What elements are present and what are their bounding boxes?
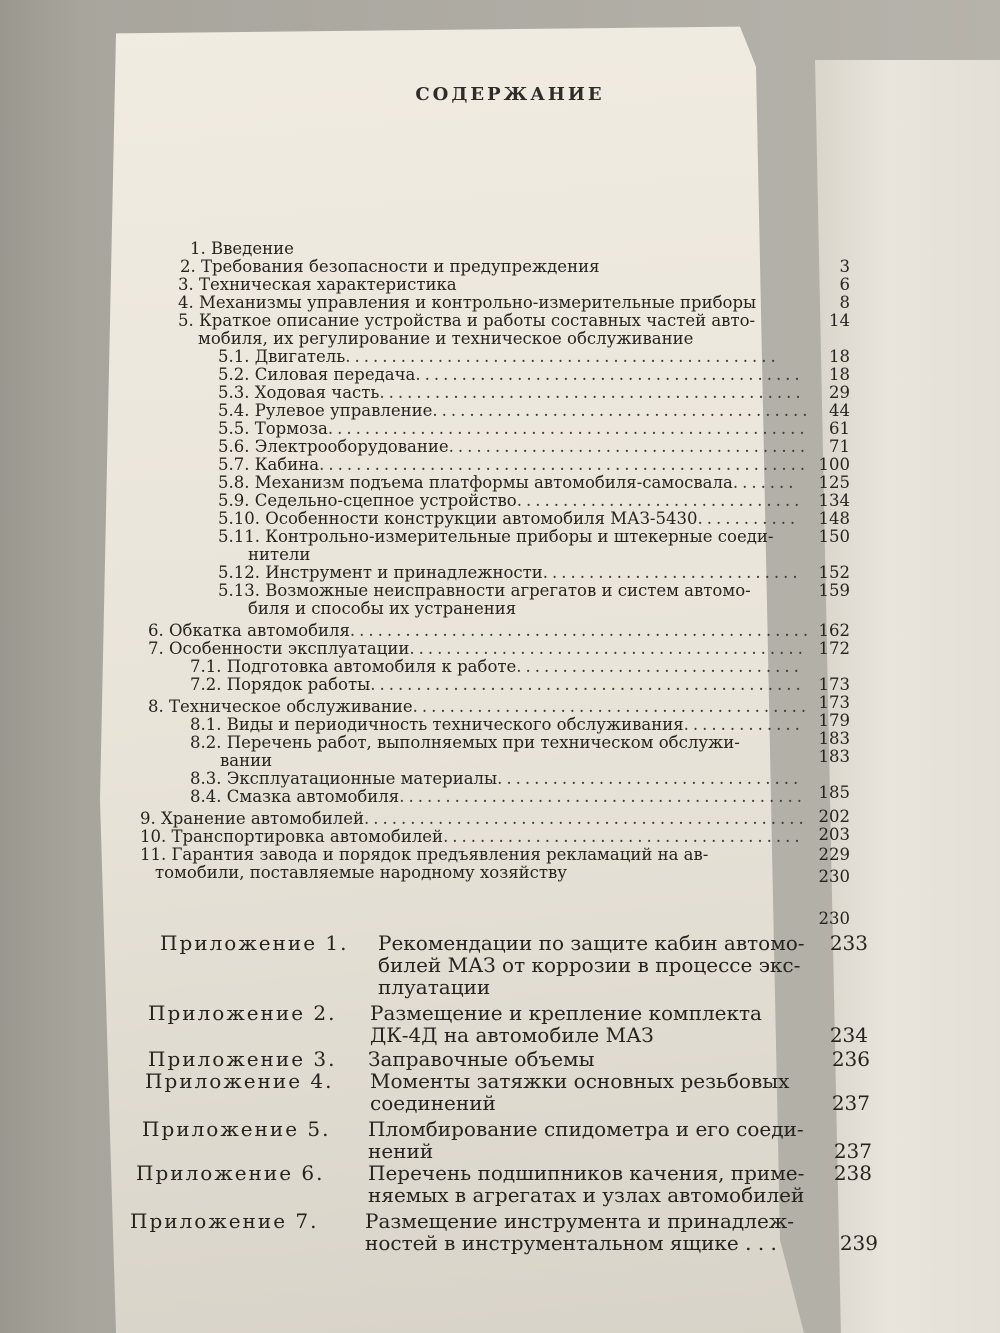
- toc-entry-text: 11. Гарантия завода и порядок предъявления рекламаций на ав-: [140, 845, 709, 864]
- dot-leader: .................................: [497, 769, 803, 788]
- toc-entry: [218, 348, 780, 365]
- page-title: СОДЕРЖАНИЕ: [415, 84, 605, 105]
- toc-page-number: 8: [839, 293, 850, 312]
- toc-entry: [218, 384, 805, 401]
- dot-leader: ...........................................: [412, 697, 811, 716]
- toc-entry-text: 6. Обкатка автомобиля: [148, 621, 350, 640]
- appendix-title-line: нений: [368, 1139, 434, 1163]
- toc-page-number: 152: [818, 563, 850, 582]
- toc-entry-text: 5.11. Контрольно-измерительные приборы и штекерные соеди-: [218, 527, 774, 546]
- toc-entry: [148, 622, 812, 639]
- appendix-title-line: Рекомендации по защите кабин автомо-: [378, 931, 805, 955]
- toc-entry-text: 3. Техническая характеристика: [178, 275, 457, 294]
- toc-entry-text: 5.8. Механизм подъема платформы автомобиля-самосвала: [218, 473, 733, 492]
- toc-entry: [178, 312, 755, 329]
- toc-entry: [248, 600, 516, 617]
- dot-leader: ..........................................: [415, 365, 804, 384]
- dot-leader: .............: [683, 715, 804, 734]
- toc-entry: [218, 528, 773, 545]
- appendix-label: Приложение 7.: [130, 1209, 319, 1233]
- toc-entry: [218, 366, 804, 383]
- toc-entry-text: 5.9. Седельно-сцепное устройство: [218, 491, 517, 510]
- toc-entry-text: 5.2. Силовая передача: [218, 365, 416, 384]
- appendix-title-line: Размещение инструмента и принадлеж-: [365, 1209, 794, 1233]
- dot-leader: .........................................: [432, 401, 812, 420]
- appendix-title-line: билей МАЗ от коррозии в процессе экс-: [378, 953, 801, 977]
- toc-entry-text: нители: [248, 545, 311, 564]
- toc-entry-text: 8. Техническое обслуживание: [148, 697, 413, 716]
- dot-leader: ...............................................: [370, 675, 805, 694]
- dot-leader: ...........................................: [409, 639, 807, 658]
- toc-entry: [218, 438, 809, 455]
- toc-entry: [218, 492, 803, 509]
- toc-entry: [180, 258, 599, 275]
- appendix-page-number: 234: [829, 1023, 868, 1047]
- toc-entry-text: 2. Требования безопасности и предупреждения: [180, 257, 600, 276]
- toc-page-number: 100: [818, 455, 850, 474]
- appendix-title-line: плуатации: [378, 975, 491, 999]
- toc-entry: [190, 734, 740, 751]
- dot-leader: .......: [732, 473, 798, 492]
- dot-leader: ....................................................: [327, 419, 809, 438]
- toc-entry-text: 8.4. Смазка автомобиля: [190, 787, 400, 806]
- toc-page-number: 230: [818, 909, 850, 928]
- toc-entry: [248, 546, 310, 563]
- toc-entry-text: 5.12. Инструмент и принадлежности: [218, 563, 543, 582]
- toc-entry: [155, 864, 567, 881]
- toc-entry-text: 5. Краткое описание устройства и работы составных частей авто-: [178, 311, 756, 330]
- toc-entry-text: биля и способы их устранения: [248, 599, 517, 618]
- dot-leader: ..................................................: [349, 621, 813, 640]
- toc-entry-text: мобиля, их регулирование и техническое обслуживание: [198, 329, 694, 348]
- toc-entry-text: 8.1. Виды и периодичность технического обслуживания: [190, 715, 684, 734]
- toc-page-number: 230: [818, 867, 850, 886]
- toc-page-number: 202: [818, 807, 850, 826]
- toc-page-number: 172: [818, 639, 850, 658]
- dot-leader: .....................................................: [319, 455, 810, 474]
- dot-leader: ............................: [542, 563, 802, 582]
- dot-leader: ...........: [697, 509, 800, 528]
- appendix-page-number: 238: [833, 1161, 872, 1185]
- toc-entry-text: вании: [220, 751, 273, 770]
- toc-entry: [178, 276, 457, 293]
- toc-entry-text: 9. Хранение автомобилей: [140, 809, 365, 828]
- toc-entry: [218, 402, 811, 419]
- toc-entry: [148, 640, 807, 657]
- appendix-title-line: Перечень подшипников качения, приме-: [368, 1161, 805, 1185]
- appendix-title-line: Заправочные объемы: [368, 1047, 595, 1071]
- toc-entry: [190, 240, 294, 257]
- appendix-page-number: 236: [831, 1047, 870, 1071]
- dot-leader: ...............................: [516, 491, 804, 510]
- toc-entry: [190, 658, 803, 675]
- appendix-page-number: 237: [831, 1091, 870, 1115]
- toc-entry: [218, 510, 799, 527]
- appendix-label: Приложение 6.: [136, 1161, 325, 1185]
- toc-page-number: 203: [818, 825, 850, 844]
- toc-entry-text: 5.3. Ходовая часть: [218, 383, 380, 402]
- toc-entry-text: 5.6. Электрооборудование: [218, 437, 449, 456]
- toc-entry-text: 1. Введение: [190, 239, 294, 258]
- toc-entry: [218, 456, 809, 473]
- toc-page-number: 173: [818, 675, 850, 694]
- toc-page-number: 18: [829, 365, 850, 384]
- toc-page-number: 150: [818, 527, 850, 546]
- toc-entry: [140, 810, 808, 827]
- toc-entry: [140, 846, 708, 863]
- toc-entry: [218, 420, 809, 437]
- toc-page-number: 173: [818, 693, 850, 712]
- toc-entry-text: 5.10. Особенности конструкции автомобиля МАЗ-5430: [218, 509, 698, 528]
- toc-entry-text: 5.7. Кабина: [218, 455, 320, 474]
- toc-entry-text: 5.4. Рулевое управление: [218, 401, 433, 420]
- toc-entry: [190, 676, 805, 693]
- toc-page-number: 134: [818, 491, 850, 510]
- toc-entry: [190, 770, 802, 787]
- toc-page-number: 71: [829, 437, 850, 456]
- toc-page-number: 159: [818, 581, 850, 600]
- toc-entry-text: 7.2. Порядок работы: [190, 675, 371, 694]
- appendix-label: Приложение 1.: [160, 931, 349, 955]
- toc-page-number: 3: [839, 257, 850, 276]
- toc-entry: [140, 828, 804, 845]
- dot-leader: ................................................: [364, 809, 808, 828]
- toc-page-number: 29: [829, 383, 850, 402]
- toc-entry-text: 5.5. Тормоза: [218, 419, 328, 438]
- toc-entry: [218, 582, 751, 599]
- toc-entry-text: 5.13. Возможные неисправности агрегатов и систем автомо-: [218, 581, 751, 600]
- toc-entry-text: 8.3. Эксплуатационные материалы: [190, 769, 498, 788]
- appendix-title-line: Размещение и крепление комплекта: [370, 1001, 762, 1025]
- toc-page-number: 14: [829, 311, 850, 330]
- toc-entry: [220, 752, 272, 769]
- dot-leader: .......................................: [448, 437, 810, 456]
- toc-entry-text: 8.2. Перечень работ, выполняемых при техническом обслужи-: [190, 733, 740, 752]
- appendix-page-number: 237: [833, 1139, 872, 1163]
- appendix-title-line: ностей в инструментальном ящике . . .: [365, 1231, 777, 1255]
- toc-entry-text: 10. Транспортировка автомобилей: [140, 827, 444, 846]
- dot-leader: ..............................................: [379, 383, 805, 402]
- toc-page-number: 179: [818, 711, 850, 730]
- toc-page-number: 18: [829, 347, 850, 366]
- toc-entry-text: 7.1. Подготовка автомобиля к работе: [190, 657, 517, 676]
- appendix-label: Приложение 2.: [148, 1001, 337, 1025]
- toc-entry-text: 5.1. Двигатель: [218, 347, 346, 366]
- toc-entry: [198, 330, 693, 347]
- toc-page-number: 125: [818, 473, 850, 492]
- dot-leader: ...............................................: [345, 347, 780, 366]
- appendix-page-number: 239: [839, 1231, 878, 1255]
- appendix-title-line: Пломбирование спидометра и его соеди-: [368, 1117, 804, 1141]
- toc-entry-text: томобили, поставляемые народному хозяйству: [155, 863, 568, 882]
- toc-entry: [218, 474, 798, 491]
- toc-entry: [178, 294, 756, 311]
- toc-page-number: 183: [818, 747, 850, 766]
- appendix-title-line: ДК-4Д на автомобиле МАЗ: [370, 1023, 654, 1047]
- appendix-page-number: 233: [829, 931, 868, 955]
- toc-entry: [218, 564, 802, 581]
- toc-page-number: 183: [818, 729, 850, 748]
- dot-leader: ...............................: [516, 657, 803, 676]
- appendix-label: Приложение 4.: [145, 1069, 334, 1093]
- toc-entry-text: 7. Особенности эксплуатации: [148, 639, 410, 658]
- dot-leader: .......................................: [443, 827, 804, 846]
- appendix-title-line: соединений: [370, 1091, 496, 1115]
- toc-page-number: 61: [829, 419, 850, 438]
- toc-page-number: 229: [818, 845, 850, 864]
- toc-page-number: 148: [818, 509, 850, 528]
- appendix-label: Приложение 5.: [142, 1117, 331, 1141]
- toc-entry-text: 4. Механизмы управления и контрольно-измерительные приборы: [178, 293, 757, 312]
- toc-page-number: 44: [829, 401, 850, 420]
- dot-leader: ............................................: [399, 787, 806, 806]
- toc-entry: [190, 788, 806, 805]
- appendix-title-line: няемых в агрегатах и узлах автомобилей: [368, 1183, 805, 1207]
- appendix-title-line: Моменты затяжки основных резьбовых: [370, 1069, 790, 1093]
- appendix-label: Приложение 3.: [148, 1047, 337, 1071]
- toc-page-number: 6: [839, 275, 850, 294]
- toc-page-number: 185: [818, 783, 850, 802]
- toc-page-number: 162: [818, 621, 850, 640]
- toc-entry: [148, 698, 810, 715]
- toc-entry: [190, 716, 804, 733]
